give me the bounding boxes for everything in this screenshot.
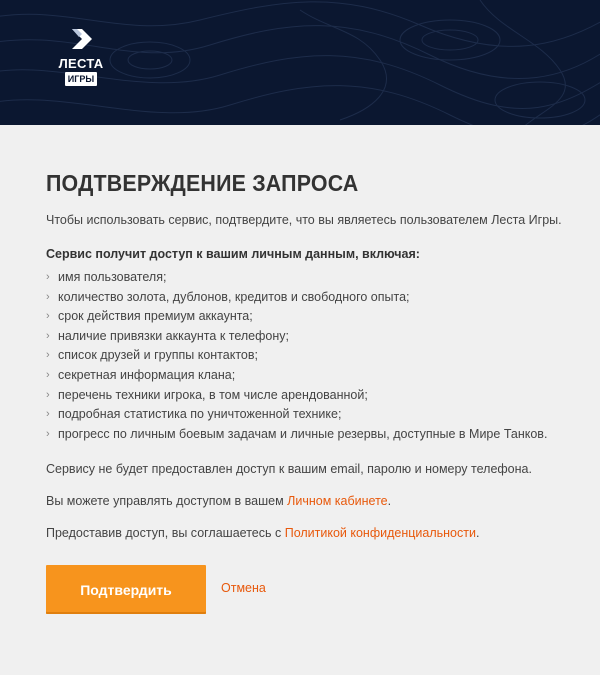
main-content [46, 125, 576, 598]
chevron-right-icon: › [46, 368, 50, 381]
list-item: › секретная информация клана; [46, 366, 576, 386]
chevron-right-icon: › [46, 310, 50, 323]
chevron-right-icon: › [46, 271, 50, 283]
list-item: › подробная статистика по уничтоженной технике; [46, 405, 576, 425]
chevron-right-icon: › [46, 329, 50, 342]
chevron-right-icon: › [46, 349, 50, 362]
page-title: ПОДТВЕРЖДЕНИЕ ЗАПРОСА [46, 170, 359, 196]
brand-logo[interactable] [56, 27, 106, 89]
list-item: › перечень техники игрока, в том числе арендованной; [46, 386, 576, 406]
list-item: › список друзей и группы контактов; [46, 346, 576, 366]
list-item: › количество золота, дублонов, кредитов и свободного опыта; [46, 288, 576, 308]
manage-access-text: Вы можете управлять доступом в вашем Личном кабинете. [46, 494, 392, 509]
list-item: › срок действия премиум аккаунта; [46, 307, 576, 327]
personal-account-link[interactable]: Личном кабинете [287, 494, 388, 509]
chevron-right-icon: › [46, 408, 50, 421]
confirm-button[interactable]: Подтвердить [46, 565, 206, 614]
consent-text: Предоставив доступ, вы соглашаетесь с Политикой конфиденциальности. [46, 526, 480, 541]
brand-sub: ИГРЫ [65, 72, 97, 86]
list-item: › наличие привязки аккаунта к телефону; [46, 327, 576, 347]
chevron-right-icon: › [46, 388, 50, 401]
list-item: › имя пользователя; [46, 268, 576, 288]
chevron-right-icon: › [46, 427, 50, 440]
no-access-note: Сервису не будет предоставлен доступ к вашим email, паролю и номеру телефона. [46, 462, 532, 477]
chevron-right-icon: › [46, 290, 50, 303]
cancel-link[interactable]: Отмена [221, 581, 266, 595]
action-bar [46, 565, 446, 617]
privacy-policy-link[interactable]: Политикой конфиденциальности [284, 526, 476, 541]
lesta-logo-icon [70, 27, 94, 51]
access-title: Сервис получит доступ к вашим личным данным, включая: [46, 247, 420, 261]
brand-name: ЛЕСТА [58, 56, 104, 71]
site-header [0, 0, 600, 125]
data-access-list [46, 268, 576, 444]
intro-text: Чтобы использовать сервис, подтвердите, что вы являетесь пользователем Леста Игры. [46, 213, 562, 227]
list-item: › прогресс по личным боевым задачам и личные резервы, доступные в Мире Танков. [46, 425, 576, 445]
